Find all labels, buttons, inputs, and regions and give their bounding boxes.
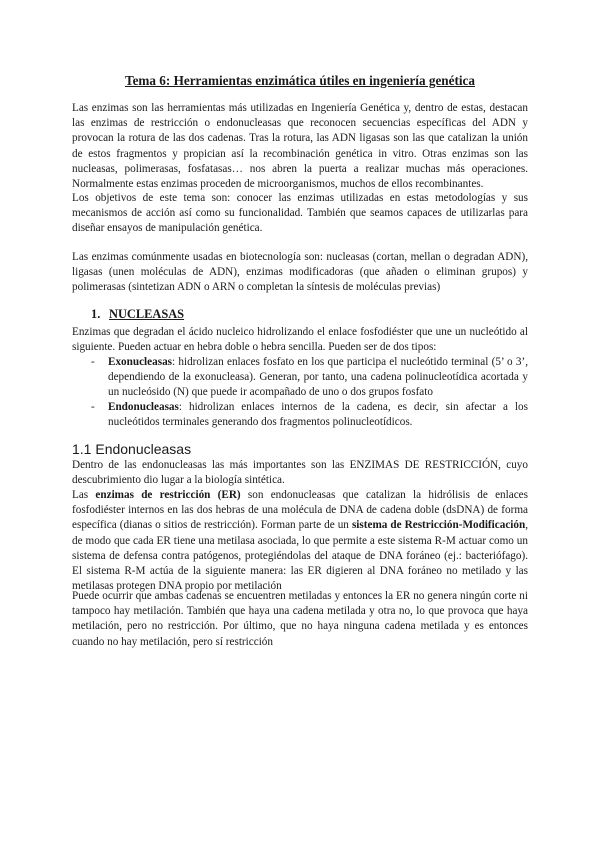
list-dash: - — [91, 356, 95, 368]
list-dash: - — [91, 401, 95, 413]
list-item-endonucleasas — [91, 400, 528, 430]
endonucleasas-paragraph-3: Puede ocurrir que ambas cadenas se encuentren metiladas y entonces la ER no genera ningún corte ni tampoco hay metilación. También que haya una cadena metilada y otra no, lo que provoca que haya metilación, pero no restricción. Por último, que no haya ninguna cadena metilada y es entonces cuando no hay metilación, pero sí restricción — [72, 590, 528, 648]
definition-endonucleasas: : hidrolizan enlaces internos de la cadena, es decir, sin afectar a los nucleótidos terminales generando dos fragmentos polinucleotídicos. — [108, 401, 528, 429]
list-item-exonucleasas — [91, 355, 528, 401]
term-exonucleasas: Exonucleasas — [108, 356, 173, 368]
term-endonucleasas: Endonucleasas — [108, 401, 179, 413]
section-heading-nucleasas — [91, 306, 184, 322]
intro-paragraph-3: Las enzimas comúnmente usadas en biotecnología son: nucleasas (cortan, mellan o degradan ADN), ligasas (unen moléculas de ADN), enzimas modificadoras (que añaden o eliminan grupos) y polimerasas (sintetizan ADN o ARN o completan la síntesis de moléculas previas) — [72, 251, 528, 294]
endonucleasas-paragraph-1: Dentro de las endonucleasas las más importantes son las ENZIMAS DE RESTRICCIÓN, cuyo descubrimiento dio lugar a la biología sintética. — [72, 459, 528, 487]
intro-paragraph-2: Los objetivos de este tema son: conocer las enzimas utilizadas en estas metodologías y sus mecanismos de acción así como su funcionalidad. También que seamos capaces de utilizarlas para diseñar ensayos de manipulación genética. — [72, 192, 528, 235]
page-title: Tema 6: Herramientas enzimática útiles en ingeniería genética — [124, 73, 475, 88]
definition-exonucleasas: : hidrolizan enlaces fosfato en los que participa el nucleótido terminal (5’ o 3’, dependiendo de la exonucleasa). Generan, por tanto, una cadena polinucleotídica acortada y un nucleósido (N) que puede ir acompañado de uno o dos grupos fosfato — [108, 356, 528, 399]
term-sistema-rm: sistema de Restricción-Modificación — [351, 519, 526, 532]
subsection-heading-endonucleasas: 1.1 Endonucleasas — [72, 441, 192, 457]
intro-paragraph-1: Las enzimas son las herramientas más utilizadas en Ingeniería Genética y, dentro de estas, destacan las enzimas de restricción o endonucleasas que reconocen secuencias específicas del ADN y provocan la rotura de las dos cadenas. Tras la rotura, las ADN ligasas son las que catalizan la unión de estos fragmentos y propician así la recombinación genética in vitro. Otras enzimas son las nucleasas, polimerasas, fosfatasas… nos abren la puerta a realizar muchas más operaciones. Normalmente estas enzimas proceden de microorganismos, muchos de ellos recombinantes. — [72, 102, 528, 191]
section-number: 1. — [91, 307, 101, 321]
nucleasas-paragraph: Enzimas que degradan el ácido nucleico hidrolizando el enlace fosfodiéster que une un nucleótido al siguiente. Pueden actuar en hebra doble o hebra sencilla. Pueden ser de dos tipos: — [72, 326, 528, 354]
endonucleasas-paragraph-2: Las enzimas de restricción (ER) son endonucleasas que catalizan la hidrólisis de enlaces fosfodiéster internos en las dos hebras de una molécula de DNA de cadena doble (dsDNA) de forma específica (dianas o sitios de restricción). Forman parte de un sistema de Restricción-Modificación, de modo que cada ER tiene una metilasa asociada, lo que permite a este sistema R-M actuar como un sistema de defensa contra patógenos, protegiéndolas del ataque de DNA foráneo (ej.: bacteriófago). El sistema R-M actúa de la siguiente manera: las ER digieren al DNA foráneo no metilado y las metilasas protegen DNA propio por metilación — [72, 489, 529, 593]
section-heading-text: NUCLEASAS — [109, 307, 185, 321]
term-enzimas-restriccion: enzimas de restricción (ER) — [95, 489, 241, 501]
